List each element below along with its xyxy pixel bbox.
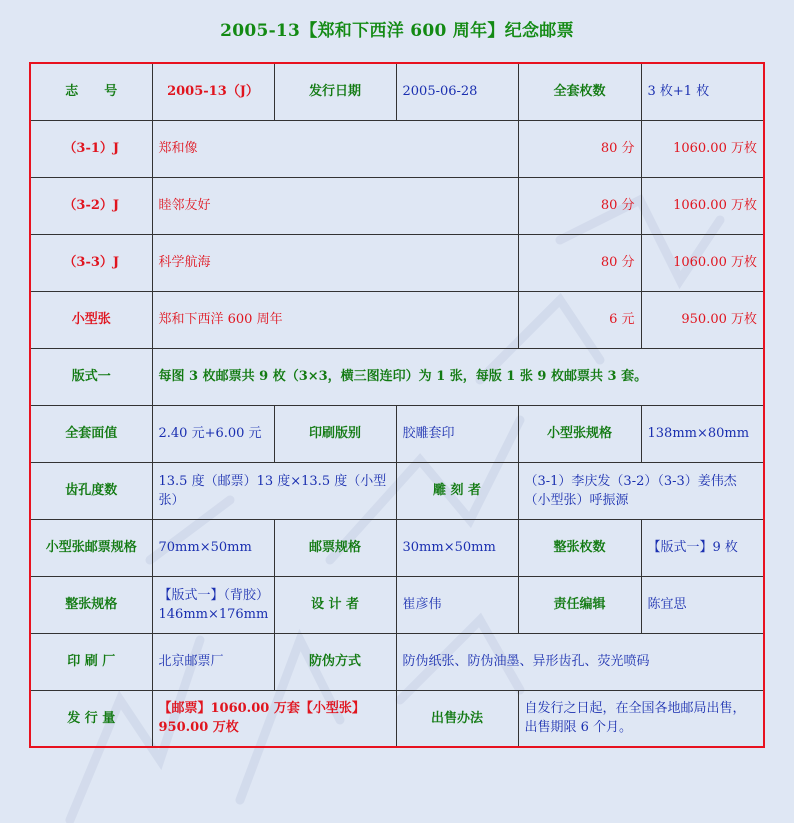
stamp-size: 30mm×50mm	[396, 519, 518, 576]
printer: 北京邮票厂	[152, 633, 274, 690]
stamp-quantity: 1060.00 万枚	[641, 120, 764, 177]
table-row	[30, 405, 764, 462]
editor: 陈宜思	[641, 576, 764, 633]
stamp-face-value: 80 分	[518, 177, 641, 234]
sale-method: 自发行之日起，在全国各地邮局出售，出售期限 6 个月。	[518, 690, 764, 747]
page-title: 2005-13【郑和下西洋 600 周年】纪念邮票	[220, 21, 574, 41]
stamp-face-value: 6 元	[518, 291, 641, 348]
label-souvenir-stamp-size: 小型张邮票规格	[30, 519, 152, 576]
label-total-face-value: 全套面值	[30, 405, 152, 462]
sheet-size-line2: 146mm×176mm	[158, 606, 269, 622]
stamp-quantity: 950.00 万枚	[641, 291, 764, 348]
label-sale-method: 出售办法	[396, 690, 518, 747]
stamp-face-value: 80 分	[518, 234, 641, 291]
total-face-value: 2.40 元+6.00 元	[152, 405, 274, 462]
label-sheet-count: 整张枚数	[518, 519, 641, 576]
label-print-method: 印刷版别	[274, 405, 396, 462]
table-row	[30, 63, 764, 120]
stamp-info-table	[29, 62, 765, 748]
label-sheet-size: 整张规格	[30, 576, 152, 633]
designer: 崔彦伟	[396, 576, 518, 633]
sheet-size	[152, 576, 274, 633]
stamp-code: （3-1）J	[30, 120, 152, 177]
label-issue-date: 发行日期	[274, 63, 396, 120]
stamp-code: （3-3）J	[30, 234, 152, 291]
table-row	[30, 177, 764, 234]
stamp-quantity: 1060.00 万枚	[641, 234, 764, 291]
stamp-id: 2005-13（J）	[152, 63, 274, 120]
label-stamp-size: 邮票规格	[274, 519, 396, 576]
stamp-code: （3-2）J	[30, 177, 152, 234]
perforation: 13.5 度（邮票）13 度×13.5 度（小型张）	[152, 462, 396, 519]
label-engraver: 雕 刻 者	[396, 462, 518, 519]
label-format: 版式一	[30, 348, 152, 405]
label-souvenir-sheet-size: 小型张规格	[518, 405, 641, 462]
stamp-quantity: 1060.00 万枚	[641, 177, 764, 234]
stamp-code: 小型张	[30, 291, 152, 348]
label-set-count: 全套枚数	[518, 63, 641, 120]
print-method: 胶雕套印	[396, 405, 518, 462]
label-perforation: 齿孔度数	[30, 462, 152, 519]
table-row	[30, 234, 764, 291]
table-row	[30, 576, 764, 633]
table-row	[30, 462, 764, 519]
label-designer: 设 计 者	[274, 576, 396, 633]
label-id: 志 号	[30, 63, 152, 120]
table-row	[30, 633, 764, 690]
stamp-name: 郑和下西洋 600 周年	[152, 291, 518, 348]
label-printer: 印 刷 厂	[30, 633, 152, 690]
label-issue-volume: 发 行 量	[30, 690, 152, 747]
issue-volume: 【邮票】1060.00 万套【小型张】950.00 万枚	[152, 690, 396, 747]
souvenir-stamp-size: 70mm×50mm	[152, 519, 274, 576]
security: 防伪纸张、防伪油墨、异形齿孔、荧光喷码	[396, 633, 764, 690]
format-description: 每图 3 枚邮票共 9 枚（3×3，横三图连印）为 1 张，每版 1 张 9 枚邮票共 3 套。	[152, 348, 764, 405]
stamp-name: 睦邻友好	[152, 177, 518, 234]
set-count: 3 枚+1 枚	[641, 63, 764, 120]
engraver: （3-1）李庆发（3-2）（3-3）姜伟杰（小型张）呼振源	[518, 462, 764, 519]
table-row	[30, 690, 764, 747]
stamp-name: 郑和像	[152, 120, 518, 177]
label-security: 防伪方式	[274, 633, 396, 690]
table-row	[30, 348, 764, 405]
stamp-name: 科学航海	[152, 234, 518, 291]
sheet-size-line1: 【版式一】（背胶）	[158, 587, 270, 603]
sheet-count: 【版式一】9 枚	[641, 519, 764, 576]
stamp-face-value: 80 分	[518, 120, 641, 177]
table-row	[30, 120, 764, 177]
label-editor: 责任编辑	[518, 576, 641, 633]
souvenir-sheet-size: 138mm×80mm	[641, 405, 764, 462]
table-row	[30, 291, 764, 348]
table-row	[30, 519, 764, 576]
issue-date: 2005-06-28	[396, 63, 518, 120]
